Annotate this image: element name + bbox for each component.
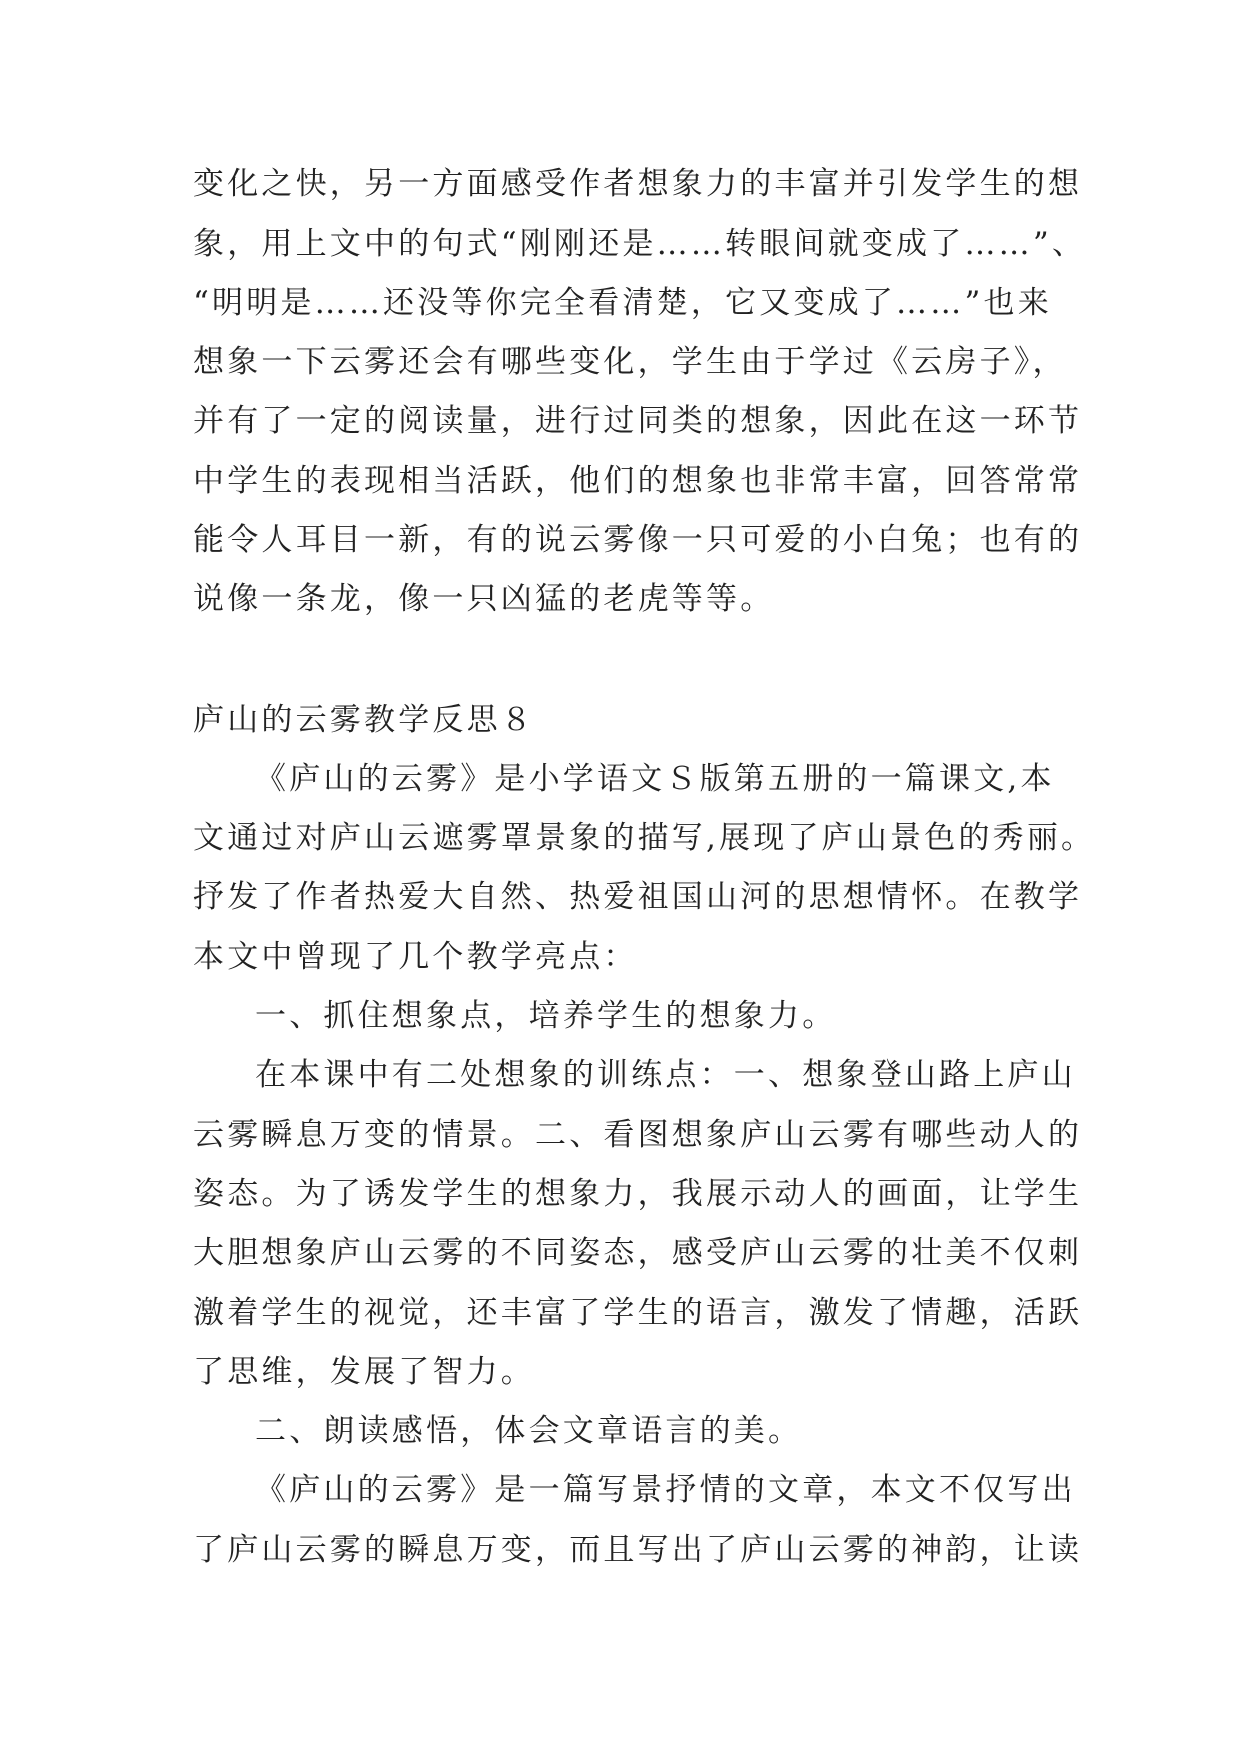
paragraph-line: 姿态。为了诱发学生的想象力，我展示动人的画面，让学生 (193, 1176, 1083, 1212)
paragraph-line: 了庐山云雾的瞬息万变，而且写出了庐山云雾的神韵，让读 (193, 1532, 1083, 1568)
subheading-line: 一、抓住想象点，培养学生的想象力。 (255, 998, 837, 1034)
paragraph-line: 文通过对庐山云遮雾罩景象的描写,展现了庐山景色的秀丽。 (193, 820, 1096, 856)
paragraph-line: 中学生的表现相当活跃，他们的想象也非常丰富，回答常常 (193, 463, 1083, 499)
paragraph-line: 激着学生的视觉，还丰富了学生的语言，激发了情趣，活跃 (193, 1295, 1083, 1331)
paragraph-line: 了思维，发展了智力。 (193, 1354, 535, 1390)
paragraph-line: 象，用上文中的句式“刚刚还是……转眼间就变成了……”、 (193, 226, 1087, 262)
paragraph-line: 本文中曾现了几个教学亮点： (193, 939, 638, 975)
paragraph-line: 抒发了作者热爱大自然、热爱祖国山河的思想情怀。在教学 (193, 879, 1083, 915)
subheading-line: 二、朗读感悟，体会文章语言的美。 (255, 1413, 803, 1449)
section-heading: 庐山的云雾教学反思８ (193, 702, 535, 738)
paragraph-line: 云雾瞬息万变的情景。二、看图想象庐山云雾有哪些动人的 (193, 1117, 1083, 1153)
paragraph-line: 想象一下云雾还会有哪些变化，学生由于学过《云房子》， (193, 344, 1067, 380)
paragraph-line: 能令人耳目一新，有的说云雾像一只可爱的小白兔；也有的 (193, 522, 1083, 558)
paragraph-line: 说像一条龙，像一只凶猛的老虎等等。 (193, 581, 775, 617)
paragraph-line: “明明是……还没等你完全看清楚，它又变成了……”也来 (193, 285, 1052, 321)
paragraph-line: 《庐山的云雾》是小学语文Ｓ版第五册的一篇课文,本 (255, 761, 1055, 797)
paragraph-line: 并有了一定的阅读量，进行过同类的想象，因此在这一环节 (193, 403, 1083, 439)
paragraph-line: 在本课中有二处想象的训练点：一、想象登山路上庐山 (255, 1057, 1076, 1093)
paragraph-line: 《庐山的云雾》是一篇写景抒情的文章，本文不仅写出 (255, 1472, 1076, 1508)
paragraph-line: 变化之快，另一方面感受作者想象力的丰富并引发学生的想 (193, 166, 1083, 202)
paragraph-line: 大胆想象庐山云雾的不同姿态，感受庐山云雾的壮美不仅刺 (193, 1235, 1083, 1271)
